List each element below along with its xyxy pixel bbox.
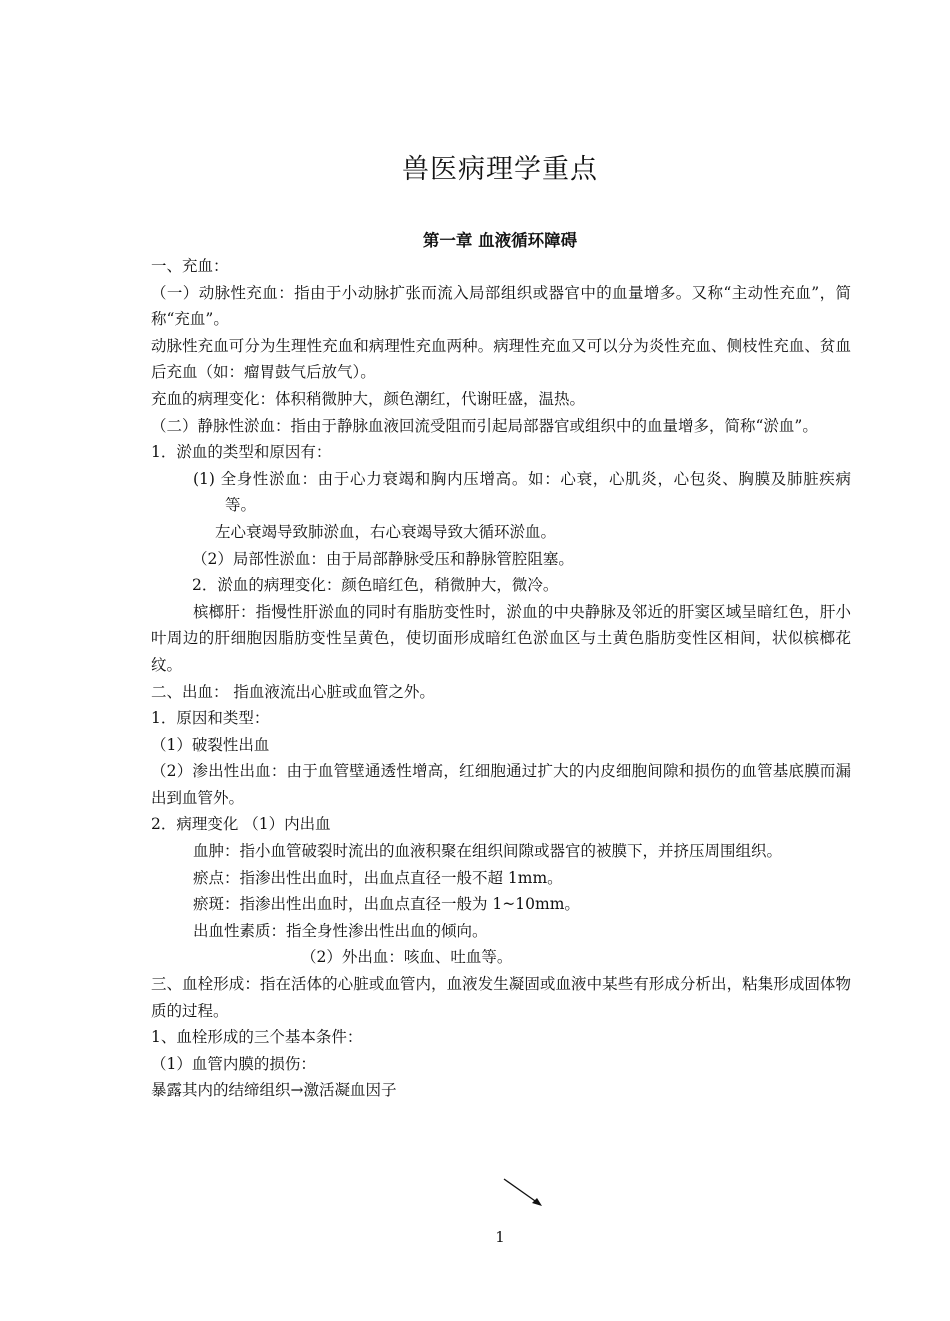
section-heading-hemorrhage: 二、出血： 指血液流出心脏或血管之外。 (151, 682, 435, 701)
list-item-endothelial-injury: （1）血管内膜的损伤： (151, 1054, 316, 1073)
paragraph-petechia: 瘀点：指渗出性出血时，出血点直径一般不超 1mm。 (193, 868, 563, 887)
page-number: 1 (495, 1228, 505, 1246)
list-item-systemic-congestion: (1) 全身性淤血：由于心力衰竭和胸内压增高。如：心衰，心肌炎，心包炎、胸膜及肺脏疾病等。 (193, 469, 851, 515)
list-item-local-congestion: （2）局部性淤血：由于局部静脉受压和静脉管腔阻塞。 (192, 549, 574, 568)
paragraph-hemorrhagic-diathesis: 出血性素质：指全身性渗出性出血的倾向。 (193, 921, 488, 940)
section-heading-thrombosis: 三、血栓形成：指在活体的心脏或血管内，血液发生凝固或血液中某些有形成分析出，粘集形成固体物质的过程。 (151, 975, 851, 1020)
list-item-congestion-changes: 2．淤血的病理变化：颜色暗红色，稍微肿大，微冷。 (192, 576, 559, 595)
paragraph-heart-failure: 左心衰竭导致肺淤血，右心衰竭导致大循环淤血。 (215, 522, 557, 541)
paragraph-ecchymosis: 瘀斑：指渗出性出血时，出血点直径一般为 1~10mm。 (193, 895, 580, 914)
list-heading-congestion-types: 1．淤血的类型和原因有： (151, 443, 332, 462)
paragraph-hematoma: 血肿：指小血管破裂时流出的血液积聚在组织间隙或器官的被膜下，并挤压周围组织。 (193, 842, 783, 861)
list-item-external-hemorrhage: （2）外出血：咳血、吐血等。 (301, 948, 513, 967)
paragraph-nutmeg-liver: 槟榔肝：指慢性肝淤血的同时有脂肪变性时，淤血的中央静脉及邻近的肝窦区域呈暗红色，肝小叶周边的肝细胞因脂肪变性呈黄色，使切面形成暗红色淤血区与土黄色脂肪变性区相间，状似槟榔花纹。 (151, 602, 851, 674)
list-item-diapedesis-hemorrhage: （2）渗出性出血：由于血管壁通透性增高，红细胞通过扩大的内皮细胞间隙和损伤的血管基底膜而漏出到血管外。 (151, 762, 851, 807)
document-title: 兽医病理学重点 (402, 154, 598, 185)
paragraph-coagulation-activation: 暴露其内的结缔组织→激活凝血因子 (151, 1081, 397, 1100)
list-heading-hemorrhage-causes: 1．原因和类型： (151, 709, 270, 728)
diagonal-arrow-icon (500, 1175, 550, 1215)
paragraph-venous-congestion: （二）静脉性淤血：指由于静脉血液回流受阻而引起局部器官或组织中的血量增多，简称“淤血”。 (151, 416, 818, 435)
list-heading-thrombosis-conditions: 1、血栓形成的三个基本条件： (151, 1028, 363, 1047)
paragraph-hyperemia-types: 动脉性充血可分为生理性充血和病理性充血两种。病理性充血又可以分为炎性充血、侧枝性充血、贫血后充血（如：瘤胃鼓气后放气）。 (151, 336, 851, 382)
section-heading-hyperemia: 一、充血： (151, 257, 229, 275)
chapter-title: 第一章 血液循环障碍 (422, 231, 578, 250)
list-heading-pathological-changes: 2．病理变化 （1）内出血 (151, 815, 331, 834)
document-body (151, 253, 851, 1104)
paragraph-arterial-hyperemia: （一）动脉性充血：指由于小动脉扩张而流入局部组织或器官中的血量增多。又称“主动性充血”，简称“充血”。 (151, 283, 851, 329)
paragraph-hyperemia-changes: 充血的病理变化：体积稍微肿大，颜色潮红，代谢旺盛，温热。 (151, 389, 586, 408)
list-item-rupture-hemorrhage: （1）破裂性出血 (151, 735, 270, 754)
